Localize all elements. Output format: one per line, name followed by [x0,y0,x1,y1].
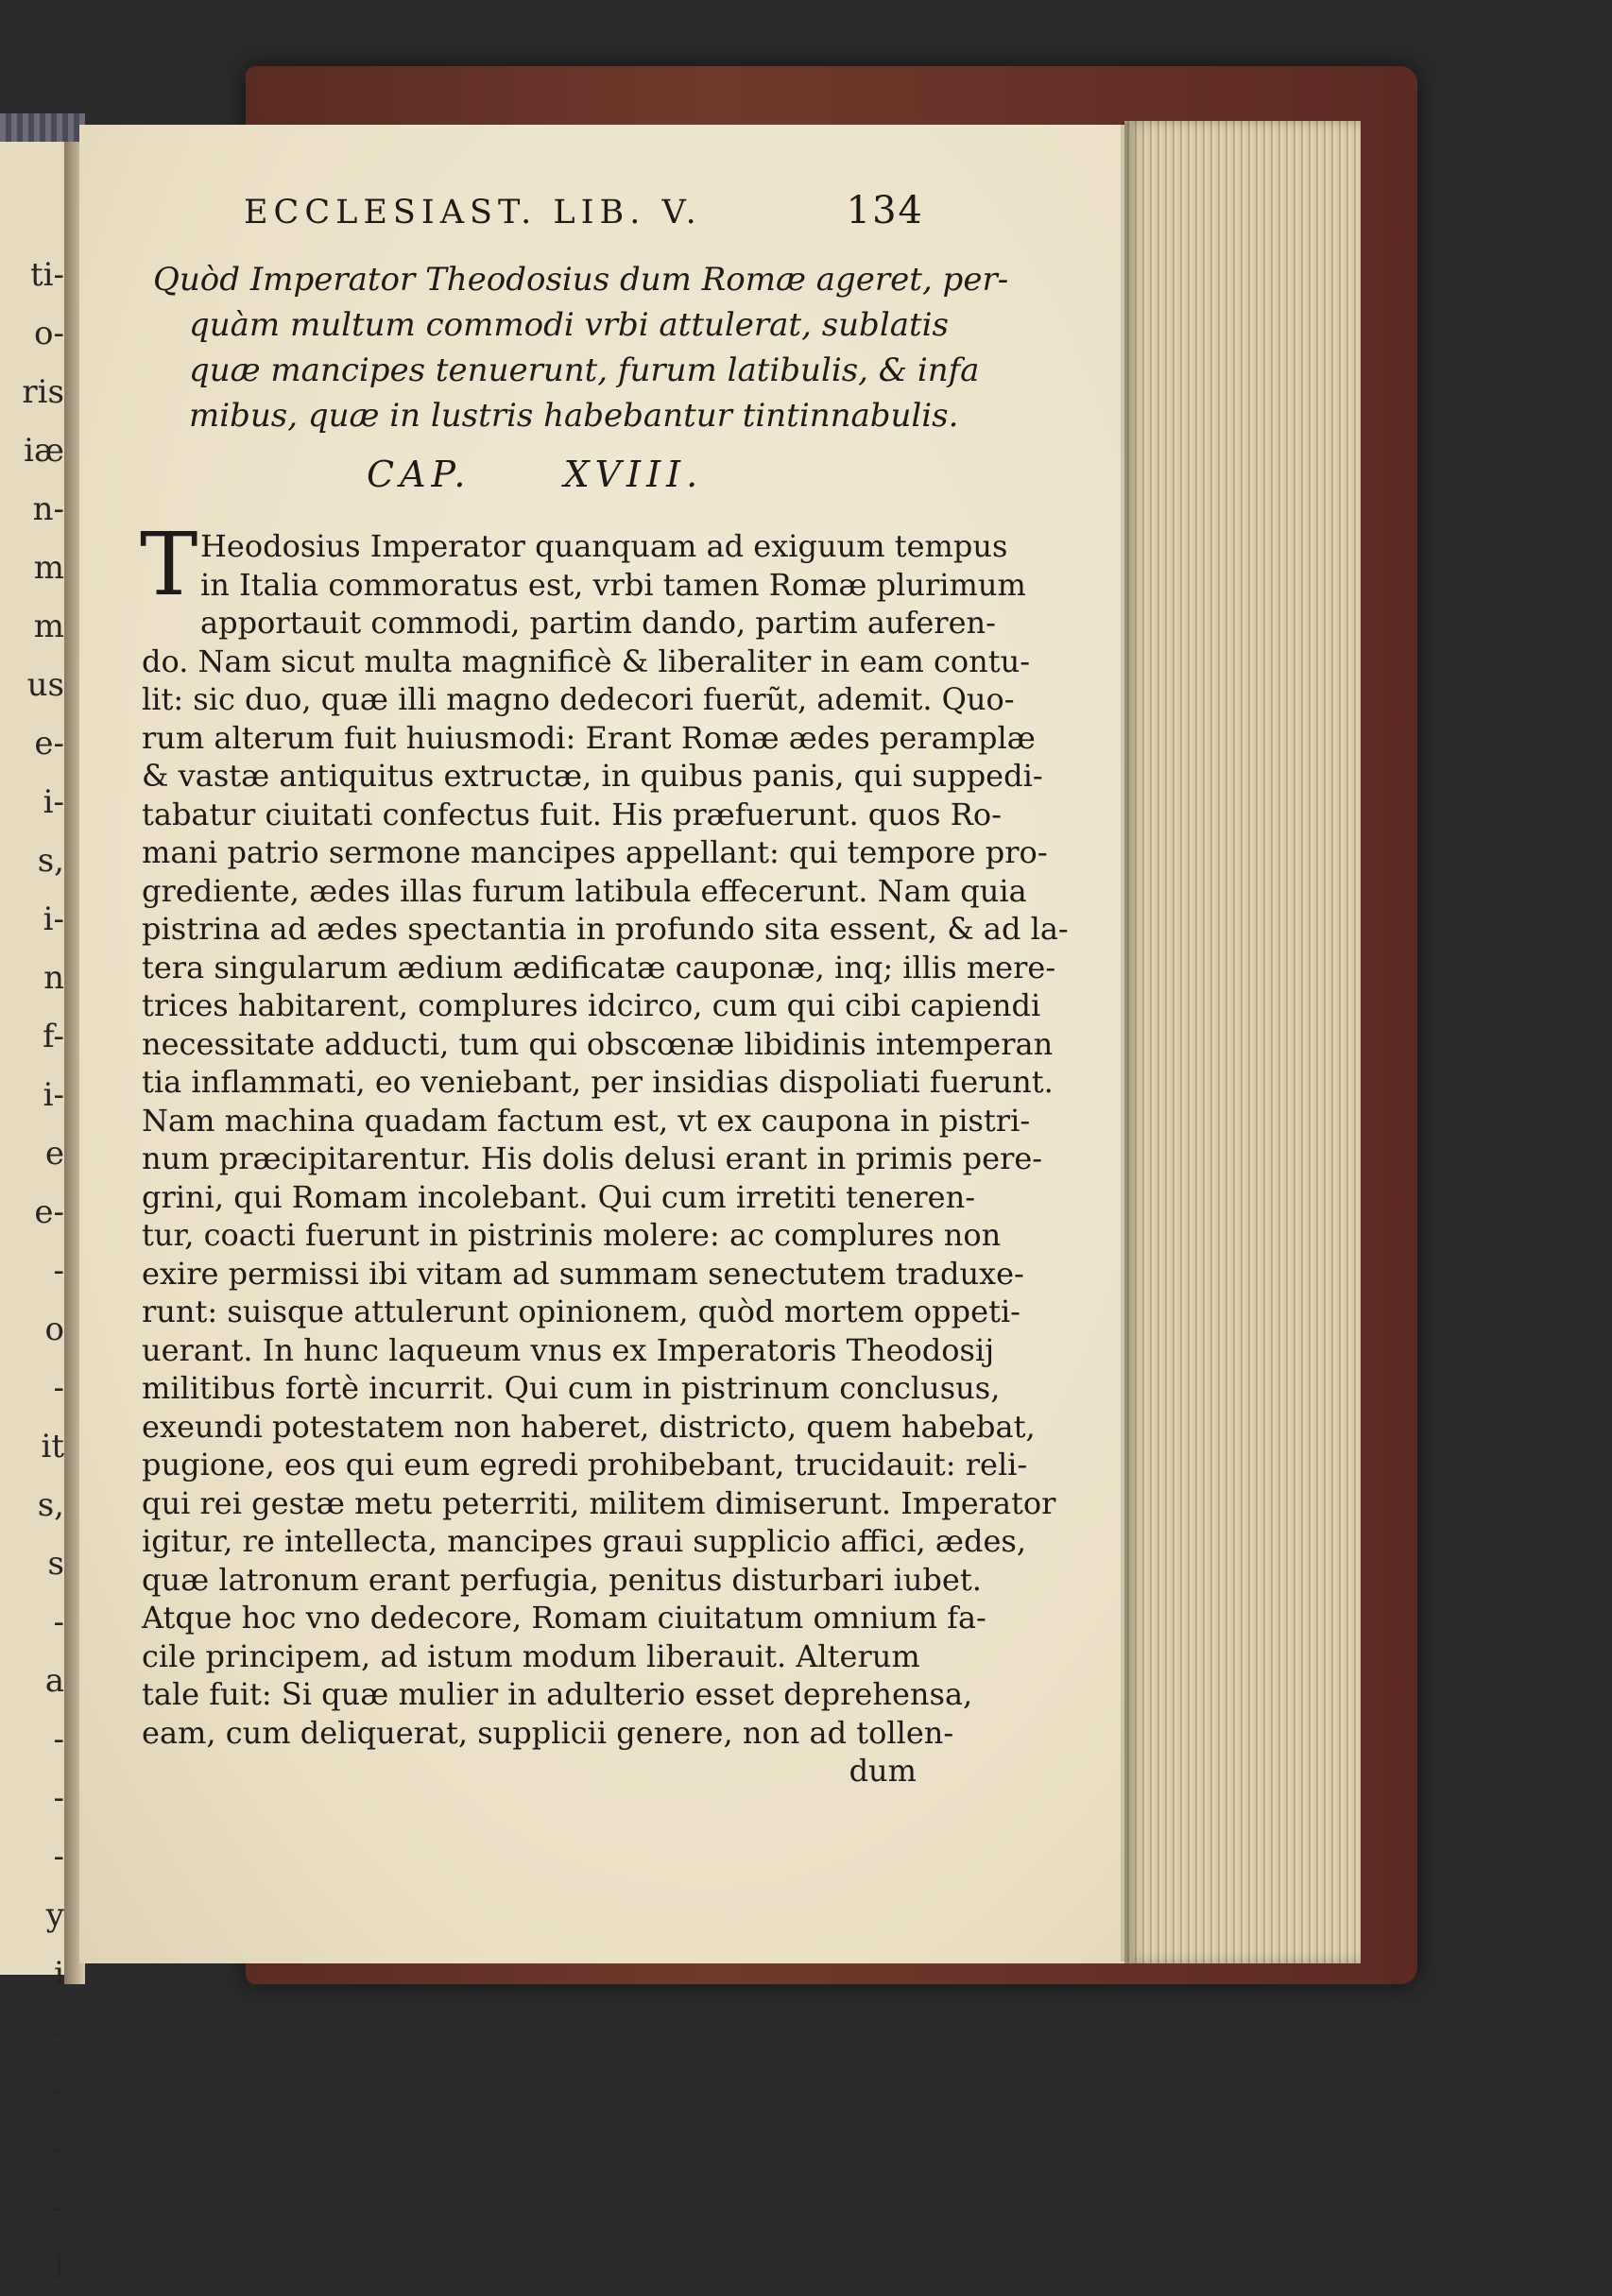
chapter-summary [142,257,1009,438]
left-page-fragment: s, [37,842,64,880]
body-line: lit: sic duo, quæ illi magno dedecori fuerũt, ademit. Quo- [142,681,1015,717]
body-line: tabatur ciuitati confectus fuit. His præfuerunt. quos Ro- [142,796,1002,832]
body-line: grini, qui Romam incolebant. Qui cum irretiti teneren- [142,1178,975,1215]
left-page-fragment: iæ [24,432,64,470]
body-line: trices habitarent, complures idcirco, cum qui cibi capiendi [142,987,1041,1023]
body-line: apportauit commodi, partim dando, partim auferen- [200,605,996,641]
left-page-fragment: ris [22,373,64,411]
left-page-fragment: n- [32,490,64,528]
left-page-fragment: e [44,1135,64,1173]
body-line: Heodosius Imperator quanquam ad exiguum tempus [200,528,1008,564]
left-page-fragment: ti- [29,256,64,294]
left-page-fragment: e- [34,1193,64,1231]
body-line: cile principem, ad istum modum liberauit. Alterum [142,1637,920,1674]
drop-cap: T [140,514,198,615]
page-text [140,189,1069,1791]
running-head-title: ECCLESIAST. LIB. V. [244,194,702,231]
body-line: runt: suisque attulerunt opinionem, quòd mortem oppeti- [142,1294,1020,1329]
left-page-fragment: - [53,1779,64,1817]
page-block-edge [1124,121,1361,1963]
left-page-fragment: m [33,549,64,587]
left-page-fragment: - [53,2189,64,2227]
chapter-cap: CAP. [367,454,472,495]
left-page-fragment: l [54,2248,64,2286]
body-line: tera singularum ædium ædificatæ cauponæ, inq; illis mere- [142,949,1056,985]
chapter-label [367,454,917,510]
body-line: tia inflammati, eo veniebant, per insidias dispoliati fuerunt. [142,1064,1054,1100]
body-line: dum [849,1753,917,1789]
left-page-fragment: - [53,1369,64,1407]
left-page-fragment: e- [34,725,64,762]
left-page-fragment: - [53,1252,64,1290]
page-number: 134 [846,189,924,232]
body-line: tale fuit: Si quæ mulier in adulterio esset deprehensa, [142,1676,973,1712]
left-page-fragment: s [47,1545,64,1583]
chapter-summary-line: quæ mancipes tenuerunt, furum latibulis, & infa [189,351,980,389]
body-line: militibus fortè incurrit. Qui cum in pistrinum conclusus, [142,1370,1001,1406]
left-page-fragment: - [53,1838,64,1876]
body-text [140,514,1069,1791]
body-line: pugione, eos qui eum egredi prohibebant, trucidauit: reli- [142,1447,1028,1482]
body-line: qui rei gestæ metu peterriti, militem dimiserunt. Imperator [142,1484,1056,1521]
left-page-fragment: f- [43,1018,64,1055]
left-page-fragment: o- [34,315,64,352]
left-page-fragment: - [53,2072,64,2110]
chapter-summary-line: quàm multum commodi vrbi attulerat, sublatis [189,306,949,344]
chapter-summary-line: Quòd Imperator Theodosius dum Romæ ageret, per- [153,261,1009,299]
body-line: num præcipitarentur. His dolis delusi erant in primis pere- [142,1140,1043,1176]
left-page-fragment: s, [37,1486,64,1524]
left-page-fragment: i- [43,1076,64,1114]
body-line: do. Nam sicut multa magnificè & liberaliter in eam contu- [142,643,1031,679]
left-page-fragment: n [43,959,64,997]
left-page-fragment: o [44,1311,64,1348]
body-line: exire permissi ibi vitam ad summam senectutem traduxe- [142,1255,1024,1292]
left-page-fragment: - [53,1603,64,1641]
left-page-fragment: - [53,1721,64,1758]
body-line: uerant. In hunc laqueum vnus ex Imperatoris Theodosij [142,1331,995,1368]
body-line: quæ latronum erant perfugia, penitus disturbari iubet. [142,1561,982,1598]
left-page-fragment: y [45,1896,64,1934]
left-page [0,142,70,2286]
left-page-fragment: i- [43,900,64,938]
body-line: necessitate adducti, tum qui obscœnæ libidinis intemperan [142,1025,1054,1062]
running-head [244,189,924,248]
body-line: rum alterum fuit huiusmodi: Erant Romæ ædes peramplæ [142,719,1036,756]
left-page-text-fragments [0,142,68,2286]
left-page-fragment: i [54,1955,64,1993]
body-line: grediente, ædes illas furum latibula effecerunt. Nam quia [142,872,1027,909]
chapter-number: XVIII. [563,454,704,495]
body-line: & vastæ antiquitus extructæ, in quibus panis, qui suppedi- [142,758,1043,794]
body-line: exeundi potestatem non haberet, districto, quem habebat, [142,1408,1036,1445]
body-line: in Italia commoratus est, vrbi tamen Romæ plurimum [200,566,1026,603]
page-edge-shadow [1121,123,1134,1962]
body-line: eam, cum deliquerat, supplicii genere, non ad tollen- [142,1714,954,1751]
body-line: pistrina ad ædes spectantia in profundo sita essent, & ad la- [142,911,1069,947]
body-line: Atque hoc vno dedecore, Romam ciuitatum omnium fa- [142,1600,986,1636]
left-page-fragment: it [41,1428,64,1465]
left-page-fragment: m [33,608,64,645]
left-page-fragment: i- [43,783,64,821]
body-line: Nam machina quadam factum est, vt ex caupona in pistri- [142,1102,1031,1139]
chapter-summary-line: mibus, quæ in lustris habebantur tintinnabulis. [189,397,959,435]
body-line: tur, coacti fuerunt in pistrinis molere: ac complures non [142,1217,1002,1253]
body-line: igitur, re intellecta, mancipes graui supplicio affici, ædes, [142,1523,1026,1559]
left-page-fragment: - [53,2013,64,2051]
left-page-fragment: - [53,2131,64,2168]
left-page-fragment: us [26,666,64,704]
body-line: mani patrio sermone mancipes appellant: qui tempore pro- [142,834,1048,870]
left-page-fragment: a [44,1662,64,1700]
